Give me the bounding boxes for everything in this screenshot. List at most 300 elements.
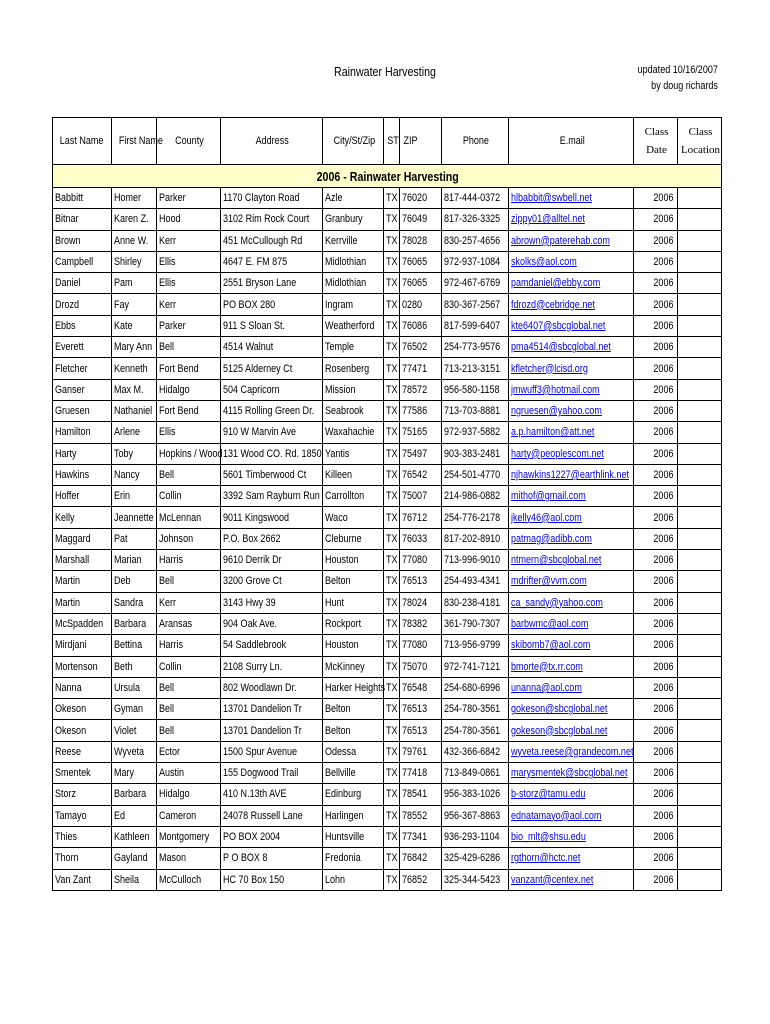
cell-class-date: 2006	[634, 784, 678, 805]
cell-city: Weatherford	[323, 315, 384, 336]
cell-city: Killeen	[323, 464, 384, 485]
cell-last-name: Kelly	[53, 507, 112, 528]
cell-city: Rockport	[323, 613, 384, 634]
cell-email-link[interactable]: pamdaniel@ebby.com	[509, 273, 634, 294]
cell-email-link[interactable]: mithof@gmail.com	[509, 486, 634, 507]
cell-email-link[interactable]: ca_sandy@yahoo.com	[509, 592, 634, 613]
cell-last-name: Bitnar	[53, 209, 112, 230]
cell-email-link[interactable]: harty@peoplescom.net	[509, 443, 634, 464]
table-row	[53, 443, 722, 464]
cell-county: Ellis	[157, 251, 221, 272]
cell-city: Fredonia	[323, 848, 384, 869]
cell-class-location	[678, 635, 722, 656]
cell-class-date: 2006	[634, 571, 678, 592]
cell-zip: 78024	[400, 592, 442, 613]
cell-email-link[interactable]: patmag@adibb.com	[509, 528, 634, 549]
cell-phone: 972-937-1084	[442, 251, 509, 272]
cell-class-date: 2006	[634, 486, 678, 507]
cell-city: Kerrville	[323, 230, 384, 251]
cell-phone: 713-213-3151	[442, 358, 509, 379]
table-row	[53, 379, 722, 400]
cell-state: TX	[384, 613, 400, 634]
header-county: County	[157, 118, 221, 165]
cell-address: 13701 Dandelion Tr	[221, 699, 323, 720]
cell-email-link[interactable]: gokeson@sbcglobal.net	[509, 720, 634, 741]
cell-first-name: Kenneth	[112, 358, 157, 379]
cell-email-link[interactable]: b-storz@tamu.edu	[509, 784, 634, 805]
cell-state: TX	[384, 443, 400, 464]
header-zip: ZIP	[400, 118, 442, 165]
cell-class-location	[678, 869, 722, 890]
cell-first-name: Ed	[112, 805, 157, 826]
cell-email-link[interactable]: fdrozd@cebridge.net	[509, 294, 634, 315]
cell-zip: 77586	[400, 400, 442, 421]
table-row	[53, 571, 722, 592]
cell-city: Edinburg	[323, 784, 384, 805]
cell-first-name: Toby	[112, 443, 157, 464]
cell-city: Huntsville	[323, 826, 384, 847]
cell-last-name: Reese	[53, 741, 112, 762]
cell-class-date: 2006	[634, 869, 678, 890]
cell-phone: 972-937-5882	[442, 422, 509, 443]
cell-state: TX	[384, 422, 400, 443]
header-address: Address	[221, 118, 323, 165]
cell-last-name: Hawkins	[53, 464, 112, 485]
cell-last-name: Okeson	[53, 699, 112, 720]
cell-email-link[interactable]: ednatamayo@aol.com	[509, 805, 634, 826]
cell-zip: 76020	[400, 188, 442, 209]
cell-state: TX	[384, 273, 400, 294]
cell-email-link[interactable]: jmwuff3@hotmail.com	[509, 379, 634, 400]
cell-city: Harker Heights	[323, 677, 384, 698]
cell-class-location	[678, 486, 722, 507]
cell-zip: 77341	[400, 826, 442, 847]
cell-county: Bell	[157, 571, 221, 592]
cell-class-date: 2006	[634, 592, 678, 613]
table-row	[53, 507, 722, 528]
cell-state: TX	[384, 763, 400, 784]
cell-email-link[interactable]: a.p.hamilton@att.net	[509, 422, 634, 443]
cell-state: TX	[384, 635, 400, 656]
cell-county: Harris	[157, 635, 221, 656]
cell-last-name: Brown	[53, 230, 112, 251]
cell-city: Azle	[323, 188, 384, 209]
cell-address: 911 S Sloan St.	[221, 315, 323, 336]
cell-city: Harlingen	[323, 805, 384, 826]
cell-phone: 254-680-6996	[442, 677, 509, 698]
cell-state: TX	[384, 464, 400, 485]
cell-county: Collin	[157, 656, 221, 677]
cell-city: Seabrook	[323, 400, 384, 421]
cell-phone: 254-776-2178	[442, 507, 509, 528]
cell-state: TX	[384, 699, 400, 720]
cell-address: 24078 Russell Lane	[221, 805, 323, 826]
cell-email-link[interactable]: skolks@aol.com	[509, 251, 634, 272]
cell-class-location	[678, 294, 722, 315]
cell-first-name: Sandra	[112, 592, 157, 613]
cell-last-name: Hamilton	[53, 422, 112, 443]
cell-zip: 76712	[400, 507, 442, 528]
cell-address: 3200 Grove Ct	[221, 571, 323, 592]
cell-state: TX	[384, 805, 400, 826]
cell-zip: 75165	[400, 422, 442, 443]
cell-email-link[interactable]: kte6407@sbcglobal.net	[509, 315, 634, 336]
cell-first-name: Sheila	[112, 869, 157, 890]
cell-email-link[interactable]: wyveta.reese@grandecom.net	[509, 741, 634, 762]
cell-email-link[interactable]: zippy01@alltel.net	[509, 209, 634, 230]
cell-county: Kerr	[157, 592, 221, 613]
cell-county: Collin	[157, 486, 221, 507]
cell-address: 4514 Walnut	[221, 337, 323, 358]
cell-state: TX	[384, 571, 400, 592]
cell-first-name: Marian	[112, 550, 157, 571]
cell-email-link[interactable]: unanna@aol.com	[509, 677, 634, 698]
cell-county: Austin	[157, 763, 221, 784]
header-first-name: First Name	[112, 118, 157, 165]
cell-address: PO BOX 2004	[221, 826, 323, 847]
cell-address: PO BOX 280	[221, 294, 323, 315]
cell-zip: 76065	[400, 273, 442, 294]
cell-address: P O BOX 8	[221, 848, 323, 869]
cell-email-link[interactable]: hlbabbit@swbell.net	[509, 188, 634, 209]
cell-email-link[interactable]: rgthorn@hctc.net	[509, 848, 634, 869]
cell-class-location	[678, 422, 722, 443]
table-row	[53, 486, 722, 507]
cell-phone: 817-326-3325	[442, 209, 509, 230]
cell-county: Harris	[157, 550, 221, 571]
cell-first-name: Karen Z.	[112, 209, 157, 230]
cell-zip: 78572	[400, 379, 442, 400]
cell-address: 9011 Kingswood	[221, 507, 323, 528]
cell-first-name: Pat	[112, 528, 157, 549]
cell-state: TX	[384, 528, 400, 549]
table-row	[53, 826, 722, 847]
cell-last-name: Mirdjani	[53, 635, 112, 656]
cell-state: TX	[384, 741, 400, 762]
cell-phone: 817-599-6407	[442, 315, 509, 336]
cell-last-name: Daniel	[53, 273, 112, 294]
cell-address: 451 McCullough Rd	[221, 230, 323, 251]
cell-first-name: Anne W.	[112, 230, 157, 251]
cell-first-name: Arlene	[112, 422, 157, 443]
cell-email-link[interactable]: ntmern@sbcglobal.net	[509, 550, 634, 571]
cell-first-name: Violet	[112, 720, 157, 741]
cell-phone: 956-367-8863	[442, 805, 509, 826]
cell-zip: 76842	[400, 848, 442, 869]
cell-address: 4647 E. FM 875	[221, 251, 323, 272]
table-row	[53, 741, 722, 762]
header-class-location: Class Location	[678, 118, 722, 165]
cell-county: Kerr	[157, 294, 221, 315]
cell-email-link[interactable]: bio_mlt@shsu.edu	[509, 826, 634, 847]
cell-first-name: Barbara	[112, 784, 157, 805]
cell-state: TX	[384, 315, 400, 336]
cell-class-date: 2006	[634, 763, 678, 784]
cell-last-name: Nanna	[53, 677, 112, 698]
cell-email-link[interactable]: ngruesen@yahoo.com	[509, 400, 634, 421]
cell-first-name: Fay	[112, 294, 157, 315]
cell-class-date: 2006	[634, 273, 678, 294]
cell-email-link[interactable]: kfletcher@lcisd.org	[509, 358, 634, 379]
document-title: Rainwater Harvesting	[334, 64, 436, 79]
cell-last-name: Martin	[53, 571, 112, 592]
table-row	[53, 230, 722, 251]
cell-address: 2108 Surry Ln.	[221, 656, 323, 677]
cell-county: Bell	[157, 464, 221, 485]
cell-county: Ellis	[157, 273, 221, 294]
cell-address: HC 70 Box 150	[221, 869, 323, 890]
table-row	[53, 464, 722, 485]
cell-address: 131 Wood CO. Rd. 1850	[221, 443, 323, 464]
cell-first-name: Bettina	[112, 635, 157, 656]
section-title: 2006 - Rainwater Harvesting	[53, 165, 722, 188]
cell-class-location	[678, 613, 722, 634]
cell-class-date: 2006	[634, 550, 678, 571]
cell-city: Carrollton	[323, 486, 384, 507]
cell-last-name: Everett	[53, 337, 112, 358]
table-row	[53, 251, 722, 272]
cell-last-name: Gruesen	[53, 400, 112, 421]
cell-county: Hopkins / Wood	[157, 443, 221, 464]
cell-county: Bell	[157, 337, 221, 358]
cell-county: Aransas	[157, 613, 221, 634]
cell-class-location	[678, 571, 722, 592]
cell-last-name: Fletcher	[53, 358, 112, 379]
cell-class-location	[678, 528, 722, 549]
cell-zip: 76033	[400, 528, 442, 549]
cell-first-name: Shirley	[112, 251, 157, 272]
cell-zip: 78541	[400, 784, 442, 805]
cell-address: 910 W Marvin Ave	[221, 422, 323, 443]
cell-class-location	[678, 550, 722, 571]
cell-phone: 432-366-6842	[442, 741, 509, 762]
cell-county: Bell	[157, 720, 221, 741]
cell-phone: 830-238-4181	[442, 592, 509, 613]
cell-first-name: Wyveta	[112, 741, 157, 762]
cell-address: 9610 Derrik Dr	[221, 550, 323, 571]
cell-address: 3392 Sam Rayburn Run	[221, 486, 323, 507]
cell-first-name: Barbara	[112, 613, 157, 634]
cell-phone: 936-293-1104	[442, 826, 509, 847]
cell-city: Granbury	[323, 209, 384, 230]
cell-state: TX	[384, 486, 400, 507]
cell-email-link[interactable]: pma4514@sbcglobal.net	[509, 337, 634, 358]
cell-class-date: 2006	[634, 464, 678, 485]
cell-city: Midlothian	[323, 273, 384, 294]
cell-class-location	[678, 337, 722, 358]
header-last-name: Last Name	[53, 118, 112, 165]
cell-phone: 254-780-3561	[442, 699, 509, 720]
cell-class-location	[678, 188, 722, 209]
cell-first-name: Kathleen	[112, 826, 157, 847]
cell-state: TX	[384, 869, 400, 890]
cell-class-date: 2006	[634, 251, 678, 272]
cell-address: 410 N.13th AVE	[221, 784, 323, 805]
cell-class-date: 2006	[634, 656, 678, 677]
cell-phone: 713-956-9799	[442, 635, 509, 656]
cell-class-location	[678, 848, 722, 869]
cell-county: Bell	[157, 677, 221, 698]
cell-class-location	[678, 230, 722, 251]
cell-county: Mason	[157, 848, 221, 869]
cell-county: Ellis	[157, 422, 221, 443]
table-row	[53, 188, 722, 209]
cell-zip: 76502	[400, 337, 442, 358]
cell-state: TX	[384, 337, 400, 358]
updated-author: by doug richards	[651, 80, 718, 92]
cell-city: Lohn	[323, 869, 384, 890]
cell-class-date: 2006	[634, 699, 678, 720]
cell-class-date: 2006	[634, 230, 678, 251]
cell-class-location	[678, 677, 722, 698]
cell-county: Johnson	[157, 528, 221, 549]
cell-class-location	[678, 826, 722, 847]
cell-last-name: Martin	[53, 592, 112, 613]
cell-email-link[interactable]: njhawkins1227@earthlink.net	[509, 464, 634, 485]
cell-class-date: 2006	[634, 379, 678, 400]
cell-last-name: Ganser	[53, 379, 112, 400]
cell-first-name: Max M.	[112, 379, 157, 400]
cell-first-name: Deb	[112, 571, 157, 592]
cell-class-location	[678, 720, 722, 741]
cell-city: Yantis	[323, 443, 384, 464]
table-row	[53, 294, 722, 315]
cell-first-name: Gyman	[112, 699, 157, 720]
header-row	[53, 118, 722, 165]
cell-class-location	[678, 592, 722, 613]
cell-first-name: Mary Ann	[112, 337, 157, 358]
cell-city: Cleburne	[323, 528, 384, 549]
cell-class-location	[678, 784, 722, 805]
cell-state: TX	[384, 230, 400, 251]
table-row	[53, 763, 722, 784]
cell-phone: 325-429-6286	[442, 848, 509, 869]
cell-state: TX	[384, 294, 400, 315]
cell-first-name: Jeannette	[112, 507, 157, 528]
cell-address: 5601 Timberwood Ct	[221, 464, 323, 485]
cell-address: 2551 Bryson Lane	[221, 273, 323, 294]
cell-first-name: Nathaniel	[112, 400, 157, 421]
cell-last-name: Thies	[53, 826, 112, 847]
cell-email-link[interactable]: vanzant@centex.net	[509, 869, 634, 890]
cell-state: TX	[384, 826, 400, 847]
cell-city: Midlothian	[323, 251, 384, 272]
cell-email-link[interactable]: abrown@paterehab.com	[509, 230, 634, 251]
cell-email-link[interactable]: marysmentek@sbcglobal.net	[509, 763, 634, 784]
cell-class-location	[678, 251, 722, 272]
table-row	[53, 209, 722, 230]
cell-class-location	[678, 315, 722, 336]
cell-city: Belton	[323, 571, 384, 592]
cell-phone: 830-367-2567	[442, 294, 509, 315]
cell-first-name: Beth	[112, 656, 157, 677]
cell-phone: 254-780-3561	[442, 720, 509, 741]
cell-county: Hidalgo	[157, 379, 221, 400]
cell-class-location	[678, 358, 722, 379]
cell-phone: 713-996-9010	[442, 550, 509, 571]
cell-class-date: 2006	[634, 848, 678, 869]
cell-first-name: Nancy	[112, 464, 157, 485]
cell-class-location	[678, 805, 722, 826]
cell-zip: 0280	[400, 294, 442, 315]
table-row	[53, 528, 722, 549]
cell-phone: 325-344-5423	[442, 869, 509, 890]
cell-zip: 76548	[400, 677, 442, 698]
header-city: City/St/Zip	[323, 118, 384, 165]
cell-zip: 75070	[400, 656, 442, 677]
cell-last-name: Mortenson	[53, 656, 112, 677]
cell-zip: 76086	[400, 315, 442, 336]
cell-class-location	[678, 273, 722, 294]
cell-state: TX	[384, 507, 400, 528]
cell-phone: 956-580-1158	[442, 379, 509, 400]
cell-address: 904 Oak Ave.	[221, 613, 323, 634]
table-row	[53, 358, 722, 379]
cell-county: Ector	[157, 741, 221, 762]
cell-city: Belton	[323, 720, 384, 741]
cell-email-link[interactable]: jkelly46@aol.com	[509, 507, 634, 528]
cell-county: McLennan	[157, 507, 221, 528]
cell-zip: 78382	[400, 613, 442, 634]
cell-zip: 75007	[400, 486, 442, 507]
table-row	[53, 869, 722, 890]
cell-email-link[interactable]: bmorte@tx.rr.com	[509, 656, 634, 677]
cell-address: 5125 Alderney Ct	[221, 358, 323, 379]
cell-address: 4115 Rolling Green Dr.	[221, 400, 323, 421]
cell-city: Odessa	[323, 741, 384, 762]
cell-class-location	[678, 443, 722, 464]
cell-state: TX	[384, 720, 400, 741]
cell-state: TX	[384, 592, 400, 613]
cell-phone: 956-383-1026	[442, 784, 509, 805]
cell-city: Houston	[323, 635, 384, 656]
cell-state: TX	[384, 677, 400, 698]
cell-class-date: 2006	[634, 188, 678, 209]
cell-state: TX	[384, 379, 400, 400]
cell-zip: 76065	[400, 251, 442, 272]
cell-state: TX	[384, 784, 400, 805]
cell-class-location	[678, 763, 722, 784]
cell-class-location	[678, 656, 722, 677]
cell-first-name: Erin	[112, 486, 157, 507]
cell-county: Cameron	[157, 805, 221, 826]
cell-zip: 77080	[400, 550, 442, 571]
cell-email-link[interactable]: mdrifter@vvm.com	[509, 571, 634, 592]
cell-phone: 972-467-6769	[442, 273, 509, 294]
cell-address: 802 Woodlawn Dr.	[221, 677, 323, 698]
cell-last-name: Marshall	[53, 550, 112, 571]
cell-phone: 713-849-0861	[442, 763, 509, 784]
cell-last-name: Babbitt	[53, 188, 112, 209]
cell-zip: 76049	[400, 209, 442, 230]
cell-last-name: Storz	[53, 784, 112, 805]
cell-class-date: 2006	[634, 400, 678, 421]
cell-county: Hidalgo	[157, 784, 221, 805]
cell-email-link[interactable]: skibomb7@aol.com	[509, 635, 634, 656]
cell-city: Houston	[323, 550, 384, 571]
cell-class-date: 2006	[634, 209, 678, 230]
cell-zip: 77471	[400, 358, 442, 379]
cell-class-date: 2006	[634, 422, 678, 443]
cell-class-date: 2006	[634, 315, 678, 336]
cell-last-name: Hoffer	[53, 486, 112, 507]
cell-email-link[interactable]: gokeson@sbcglobal.net	[509, 699, 634, 720]
cell-class-location	[678, 507, 722, 528]
cell-email-link[interactable]: barbwmc@aol.com	[509, 613, 634, 634]
cell-phone: 254-493-4341	[442, 571, 509, 592]
cell-city: Hunt	[323, 592, 384, 613]
cell-class-date: 2006	[634, 826, 678, 847]
